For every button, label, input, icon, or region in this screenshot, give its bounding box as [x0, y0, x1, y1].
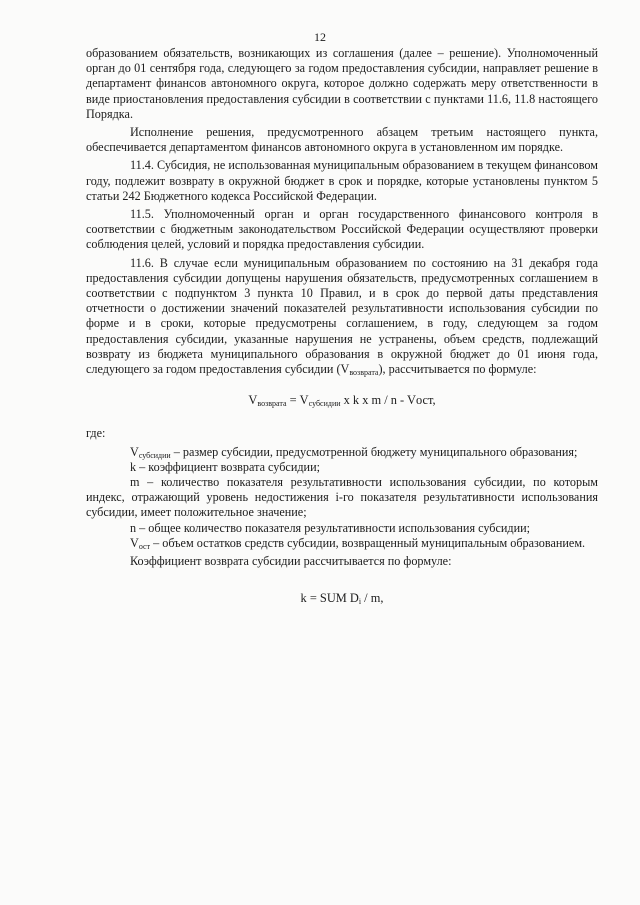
formula-return-volume: [86, 393, 598, 408]
page-number: 12: [314, 30, 326, 44]
formula-coefficient: [86, 591, 598, 606]
formula-subsidy-subscript: субсидии: [308, 399, 341, 409]
definition-text: – объем остатков средств субсидии, возвращенный муниципальным образованием.: [150, 535, 586, 550]
definition-k: k – коэффициент возврата субсидии;: [130, 459, 320, 474]
definition-var: V: [130, 444, 139, 459]
paragraph-execution: Исполнение решения, предусмотренного абзацем третьим настоящего пункта, обеспечивается департаментом финансов автономного округа в установленном им порядке.: [86, 125, 598, 155]
formula-equals: = V: [286, 393, 309, 408]
definition-text: – размер субсидии, предусмотренной бюджету муниципального образования;: [170, 444, 578, 459]
paragraph-11-6: [86, 256, 598, 378]
formula-coef-subscript: i: [358, 597, 362, 607]
paragraph-decision: образованием обязательств, возникающих из соглашения (далее – решение). Уполномоченный орган до 01 сентября года, следующего за годом предоставления субсидии, направляет решение в департамент финансов автономного округа, которое должно содержать меру ответственности в виде приостановления предоставления субсидии в соответствии с пунктами 11.6, 11.8 настоящего Порядка.: [86, 46, 598, 121]
definition-n: n – общее количество показателя результативности использования субсидии;: [130, 520, 531, 535]
definition-m: m – количество показателя результативности использования субсидии, по которым индекс, отражающий уровень недостижения i-го показателя результативности использования субсидии, имеет положительное значение;: [86, 475, 598, 520]
formula-coef-rest: / m,: [361, 591, 384, 606]
document-body: [86, 46, 598, 607]
paragraph-11-6-text: 11.6. В случае если муниципальным образованием по состоянию на 31 декабря года предоставления субсидии допущены нарушения обязательств, предусмотренных соглашением в соответствии с подпунктом 3 пункта 10 Правил, и в срок до первой даты представления отчетности о достижении значений показателей результативности использования субсидии по форме и в сроки, которые предусмотрены соглашением, в году, следующем за годом предоставления субсидии, указанные нарушения не устранены, объем средств, подлежащий возврату из бюджета муниципального образования в окружной бюджет до 01 июня года, следующего за годом предоставления субсидии (V: [86, 255, 598, 377]
paragraph-coefficient: Коэффициент возврата субсидии рассчитывается по формуле:: [130, 554, 452, 569]
paragraph-11-5: 11.5. Уполномоченный орган и орган государственного финансового контроля в соответствии с бюджетным законодательством Российской Федерации осуществляют проверки соблюдения целей, условий и порядка предоставления субсидии.: [86, 207, 598, 252]
definition-var-subscript: ост: [138, 541, 151, 551]
formula-v: V: [248, 393, 258, 408]
paragraph-11-6-end: ), рассчитывается по формуле:: [378, 362, 537, 377]
formula-coef-main: k = SUM D: [300, 591, 359, 606]
definition-v-ost: [86, 536, 598, 551]
definition-var: V: [130, 535, 139, 550]
formula-v-subscript: возврата: [257, 399, 287, 409]
formula-rest: x k x m / n - Vост,: [340, 393, 436, 408]
where-label: где:: [86, 426, 106, 441]
paragraph-11-6-subscript: возврата: [349, 368, 379, 378]
definition-v-subsidy: [86, 445, 598, 460]
paragraph-11-4: 11.4. Субсидия, не использованная муниципальным образованием в текущем финансовом году, подлежит возврату в окружной бюджет в срок и порядке, которые установлены пунктом 5 статьи 242 Бюджетного кодекса Российской Федерации.: [86, 158, 598, 203]
definition-var-subscript: субсидии: [138, 450, 171, 460]
